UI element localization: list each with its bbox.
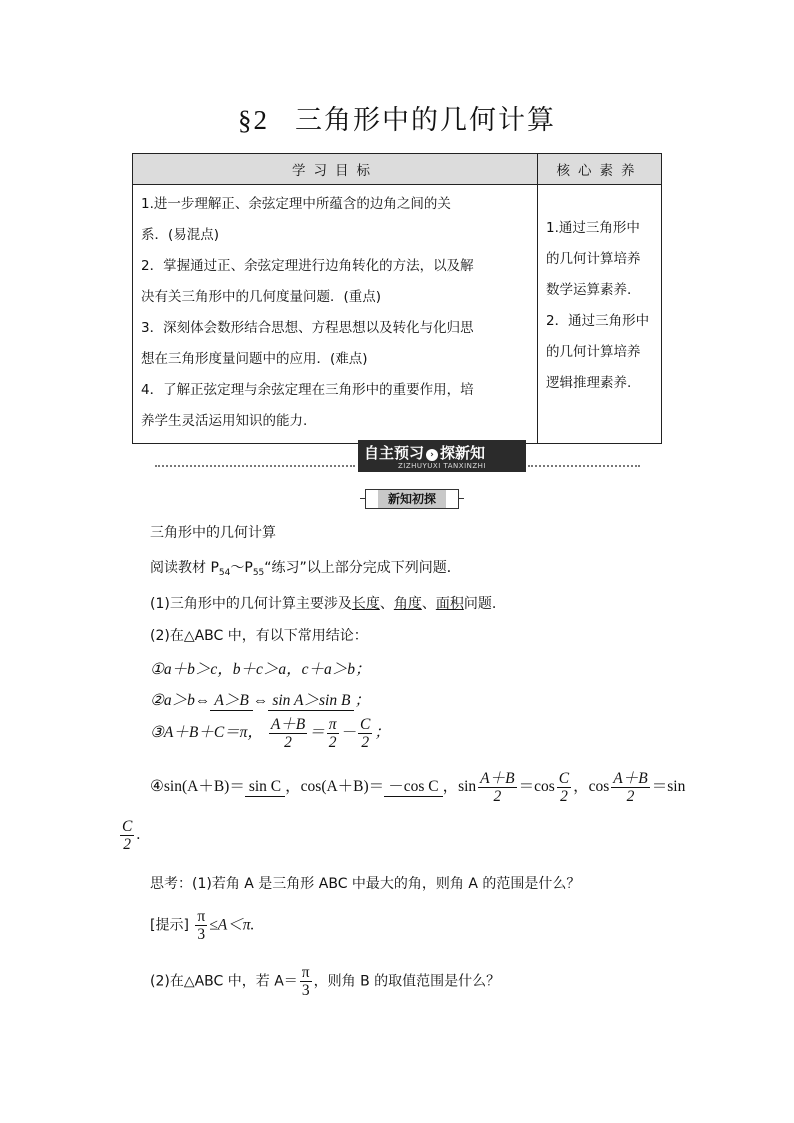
goals-table <box>132 153 662 444</box>
goal-line: 想在三角形度量问题中的应用．(难点) <box>141 351 368 367</box>
reading-sub1: 54 <box>218 568 231 578</box>
fraction <box>300 964 312 999</box>
section-box <box>365 489 459 509</box>
blank-sin-c: sin C <box>245 778 285 797</box>
fraction <box>327 716 339 751</box>
c4-mid: ，cos(A＋B)＝ <box>285 778 385 796</box>
frac-den: 3 <box>301 982 310 999</box>
literacy-line: 的几何计算培养 <box>546 344 641 360</box>
goal-line: 2．掌握通过正、余弦定理进行边角转化的方法，以及解 <box>141 258 474 274</box>
literacy-line: 2．通过三角形中 <box>546 313 650 329</box>
frac-num: π <box>301 964 310 981</box>
fraction <box>120 818 134 853</box>
fraction <box>358 716 372 751</box>
c4-tail-end: . <box>136 826 141 844</box>
q2-post: ，则角 B 的取值范围是什么？ <box>313 973 501 990</box>
frac-den: 2 <box>493 788 502 805</box>
conclusion-4-tail <box>118 818 140 853</box>
literacy-line: 的几何计算培养 <box>546 251 641 267</box>
c4-eq2: ＝sin <box>651 778 686 796</box>
hint-relation: ≤A＜π. <box>209 916 255 934</box>
literacy-line: 数学运算素养. <box>546 282 632 298</box>
blank-length: 长度 <box>351 596 380 612</box>
frac-den: 2 <box>328 734 337 751</box>
blank-angle: 角度 <box>393 596 422 612</box>
section-banner <box>358 440 526 472</box>
reading-sub2: 55 <box>252 568 265 578</box>
think-question: 思考：(1)若角 A 是三角形 ABC 中最大的角，则角 A 的范围是什么？ <box>150 876 581 892</box>
section-box-label: 新知初探 <box>378 490 446 508</box>
frac-num: C <box>122 818 133 835</box>
goal-line: 4．了解正弦定理与余弦定理在三角形中的重要作用，培 <box>141 382 474 398</box>
fraction <box>195 908 207 943</box>
c3-minus: － <box>340 724 357 742</box>
conclusion-1: ①a＋b＞c，b＋c＞a，c＋a＞b； <box>150 661 371 678</box>
literacy-line: 逻辑推理素养. <box>546 375 632 391</box>
frac-num: C <box>558 770 570 787</box>
c2-post: ； <box>354 692 370 709</box>
goal-line: 决有关三角形中的几何度量问题．(重点) <box>141 289 382 305</box>
reading-instruction <box>150 557 461 578</box>
hint-label: [提示] <box>150 917 189 934</box>
page-title <box>0 98 794 137</box>
frac-den: 2 <box>123 836 132 853</box>
c2-mid: ⇔ <box>252 692 269 709</box>
blank-neg-cos-c: －cos C <box>384 774 442 797</box>
frac-den: 3 <box>197 926 206 943</box>
conclusion-2 <box>150 688 370 711</box>
hint-line <box>150 908 254 943</box>
fraction <box>611 770 649 805</box>
item1-post: 问题. <box>463 596 497 612</box>
item-2: (2)在△ABC 中，有以下常用结论： <box>150 628 368 644</box>
goal-line: 系．(易混点) <box>141 227 220 243</box>
item-1: (1)三角形中的几何计算主要涉及长度、角度、面积问题. <box>150 596 497 612</box>
conclusion-3 <box>150 716 390 751</box>
c2-pre: ②a＞b⇔ <box>150 692 211 709</box>
goals-header: 学习目标 <box>133 154 538 185</box>
question-2 <box>150 964 500 999</box>
frac-num: A＋B <box>613 770 648 787</box>
c4-eq1: ＝cos <box>518 778 555 796</box>
c4-s2: ，cos <box>573 778 610 796</box>
fraction <box>269 716 307 751</box>
frac-num: A＋B <box>270 716 306 733</box>
item1-pre: (1)三角形中的几何计算主要涉及 <box>150 596 352 612</box>
reading-mid: ～P <box>230 560 253 576</box>
goals-cell <box>133 185 538 444</box>
fraction <box>478 770 516 805</box>
q2-pre: (2)在△ABC 中，若 A＝ <box>150 973 298 990</box>
frac-num: π <box>328 716 337 733</box>
arrow-right-icon: › <box>426 449 438 461</box>
frac-den: 2 <box>560 788 568 805</box>
conclusion-4 <box>150 770 685 805</box>
c3-pre: ③A＋B＋C＝π， <box>150 724 263 742</box>
literacy-header: 核心素养 <box>538 154 662 185</box>
title-text: 三角形中的几何计算 <box>295 105 556 136</box>
blank-sine-compare: sin A＞sin B <box>268 688 354 711</box>
reading-pre: 阅读教材 P <box>150 560 219 576</box>
literacy-cell <box>538 185 662 444</box>
frac-num: A＋B <box>480 770 515 787</box>
frac-den: 2 <box>626 788 635 805</box>
c4-s1: ，sin <box>442 778 477 796</box>
frac-den: 2 <box>361 734 370 751</box>
c3-eq: ＝ <box>309 724 325 742</box>
goal-line: 养学生灵活运用知识的能力. <box>141 413 308 429</box>
frac-num: C <box>360 716 371 733</box>
literacy-line: 1.通过三角形中 <box>546 220 640 236</box>
goal-line: 1.进一步理解正、余弦定理中所蕴含的边角之间的关 <box>141 196 451 212</box>
frac-num: π <box>197 908 206 925</box>
fraction <box>557 770 571 805</box>
divider-right <box>528 465 640 467</box>
goal-line: 3．深刻体会数形结合思想、方程思想以及转化与化归思 <box>141 320 474 336</box>
banner-subtitle: ZIZHUYUXI TANXINZHI <box>397 462 486 470</box>
divider-left <box>155 465 355 467</box>
blank-area: 面积 <box>435 596 464 612</box>
frac-den: 2 <box>284 734 292 751</box>
c3-end: ； <box>374 724 390 742</box>
topic-heading: 三角形中的几何计算 <box>150 525 276 541</box>
reading-post: “练习”以上部分完成下列问题． <box>264 560 461 576</box>
banner-right-text: 探新知 <box>440 444 486 462</box>
section-number: §2 <box>238 105 269 135</box>
banner-left-text: 自主预习 <box>364 444 425 462</box>
c4-pre: ④sin(A＋B)＝ <box>150 778 245 796</box>
blank-angle-compare: A＞B <box>210 688 252 711</box>
